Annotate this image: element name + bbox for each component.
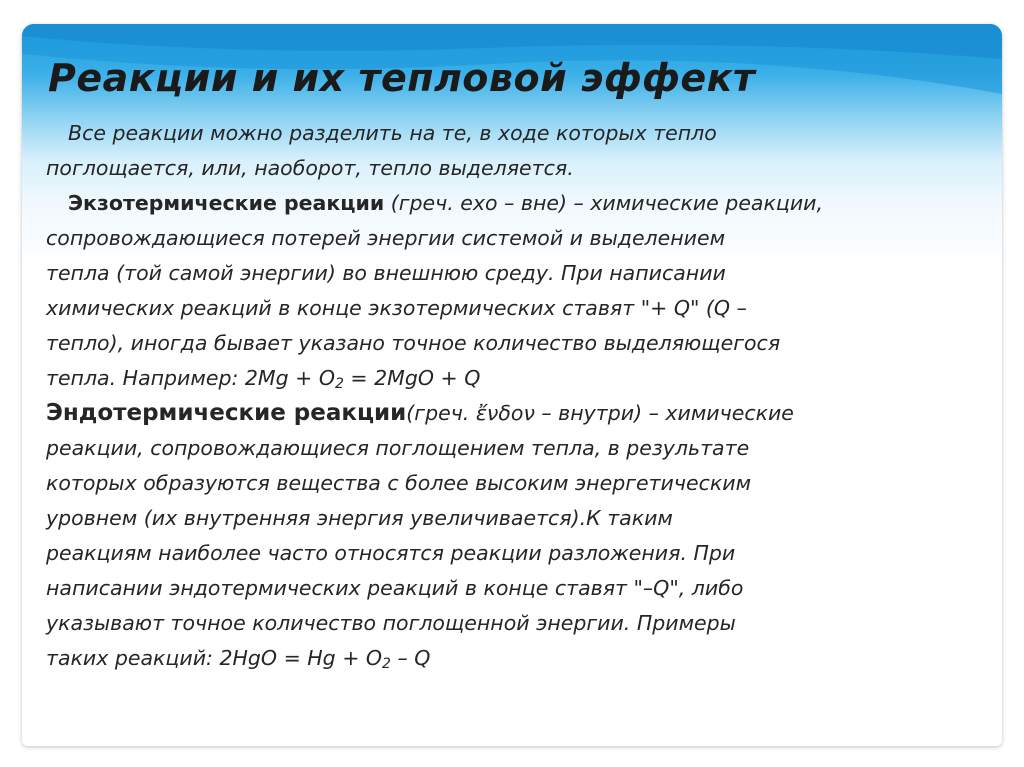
subscript: 2	[382, 656, 391, 672]
text-line	[46, 256, 976, 291]
text-span: тепло), иногда бывает указано точное количество выделяющегося	[46, 331, 781, 355]
slide-body	[46, 116, 976, 676]
text-span: химических реакций в конце экзотермических ставят "+ Q" (Q –	[46, 296, 747, 320]
text-span: реакциям наиболее часто относятся реакции разложения. При	[46, 541, 736, 565]
text-line	[46, 641, 976, 676]
text-line	[46, 151, 976, 186]
text-span: (греч. exo – вне) – химические реакции,	[384, 191, 823, 215]
slide-title: Реакции и их тепловой эффект	[48, 56, 756, 100]
text-span: написании эндотермических реакций в конце ставят "–Q", либо	[46, 576, 744, 600]
text-line	[46, 326, 976, 361]
text-span: Все реакции можно разделить на те, в ходе которых тепло	[68, 121, 717, 145]
text-line	[46, 116, 976, 151]
text-span: (греч. ἔνδον – внутри) – химические	[406, 401, 794, 425]
text-line	[46, 536, 976, 571]
text-line	[46, 466, 976, 501]
text-line	[46, 396, 976, 431]
text-line	[46, 361, 976, 396]
subscript: 2	[334, 376, 344, 392]
text-span: таких реакций: 2HgO = Hg + O	[46, 646, 383, 670]
exothermic-term: Экзотермические реакции	[68, 191, 385, 215]
text-span: поглощается, или, наоборот, тепло выделяется.	[46, 156, 574, 180]
text-line	[46, 186, 976, 221]
text-span: тепла (той самой энергии) во внешнюю среду. При написании	[46, 261, 726, 285]
text-span: тепла. Например: 2Mg + O	[46, 366, 335, 390]
text-span: указывают точное количество поглощенной энергии. Примеры	[46, 611, 736, 635]
text-span: реакции, сопровождающиеся поглощением тепла, в результате	[46, 436, 750, 460]
text-line	[46, 571, 976, 606]
text-line	[46, 431, 976, 466]
endothermic-term: Эндотермические реакции	[46, 400, 407, 426]
text-span: = 2MgO + Q	[343, 366, 481, 390]
text-span: уровнем (их внутренняя энергия увеличивается).К таким	[46, 506, 673, 530]
text-line	[46, 221, 976, 256]
text-line	[46, 606, 976, 641]
text-span: – Q	[390, 646, 431, 670]
text-span: которых образуются вещества с более высоким энергетическим	[46, 471, 752, 495]
text-span: сопровождающиеся потерей энергии системой и выделением	[46, 226, 726, 250]
text-line	[46, 501, 976, 536]
text-line	[46, 291, 976, 326]
